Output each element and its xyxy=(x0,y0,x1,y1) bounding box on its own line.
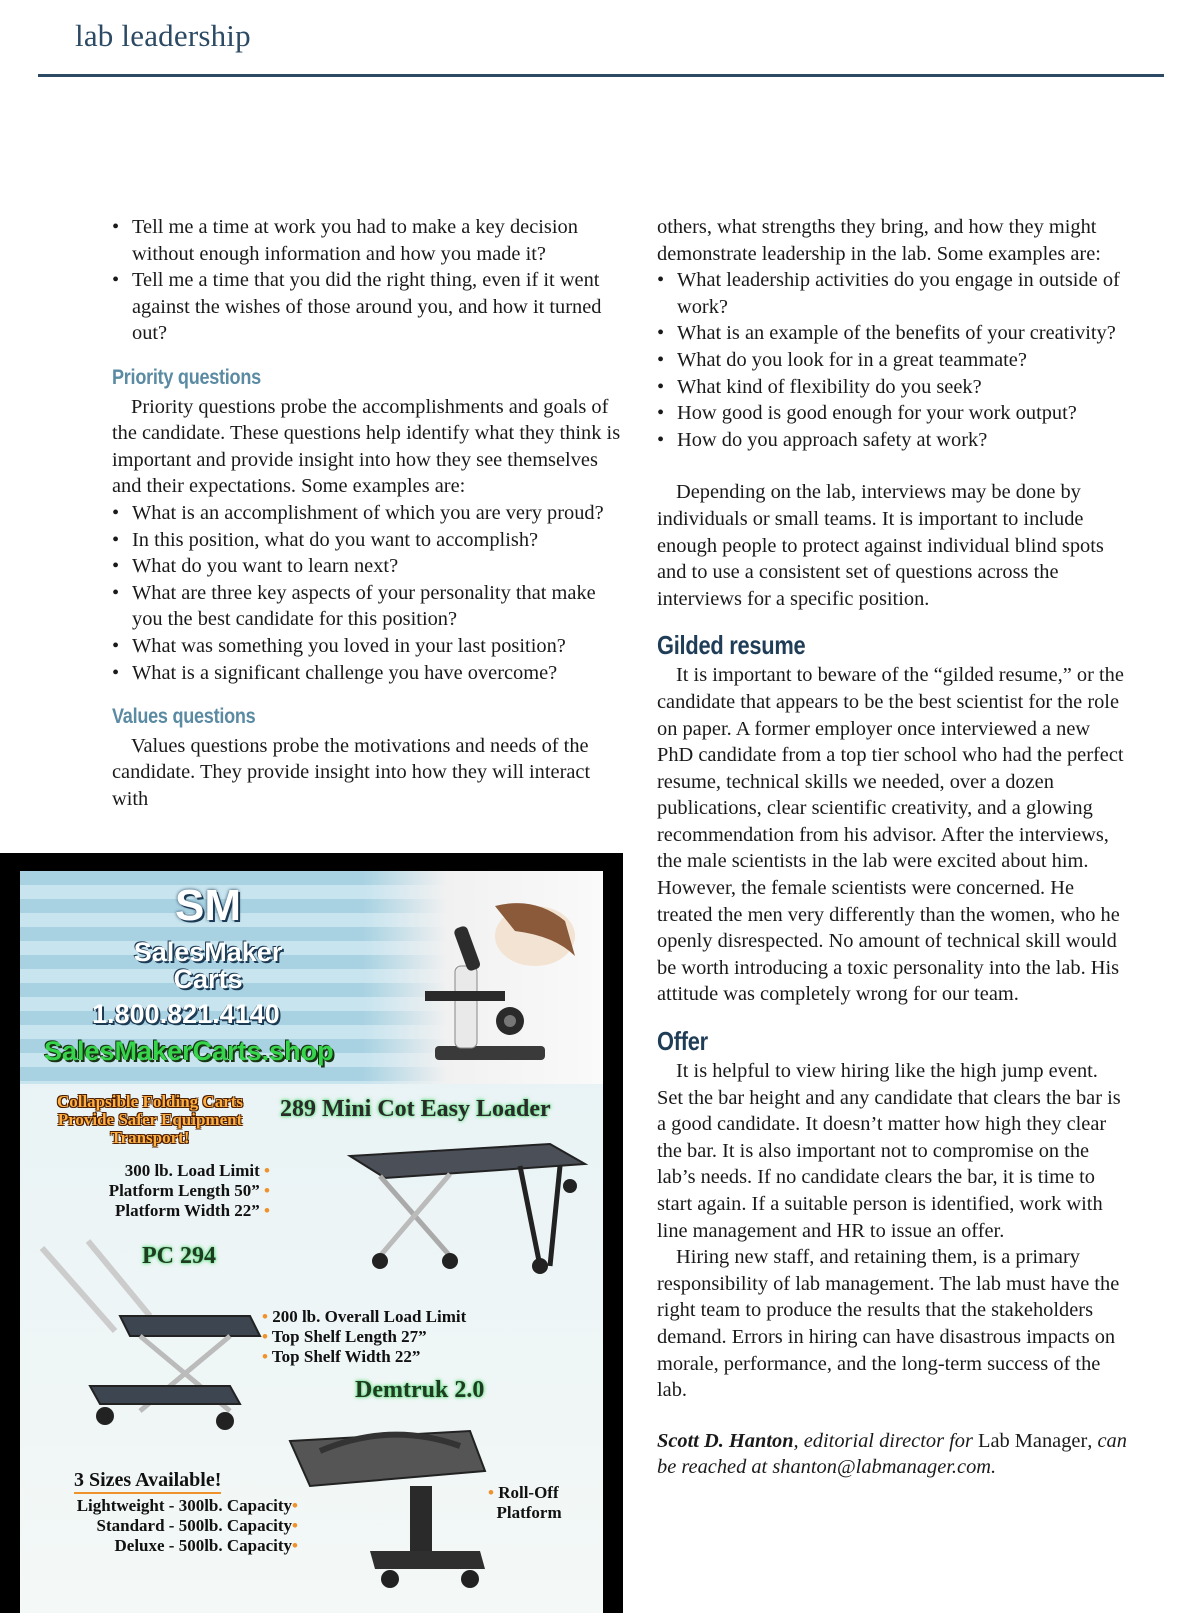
product-3-sizes xyxy=(30,1496,298,1556)
list-item: • What leadership activities do you engage in outside of work? xyxy=(657,267,1127,320)
spec-line: • 200 lb. Overall Load Limit xyxy=(262,1307,467,1326)
folding-cart-image xyxy=(30,1236,265,1431)
list-item: • What do you look for in a great teammate? xyxy=(657,347,1127,374)
brand-line-2: Carts xyxy=(173,964,243,994)
offer-paragraph-1: It is helpful to view hiring like the high jump event. Set the bar height and any candidate that clears the bar is a good candidate. It doesn’t matter how high they clear the bar. It is also important not to compromise on the lab’s needs. If no candidate clears the bar, it is time to start again. If a suitable person is identified, work with line management and HR to issue an offer. xyxy=(657,1060,1121,1242)
priority-bullet-list xyxy=(112,500,622,686)
list-item: • Tell me a time at work you had to make a key decision without enough information and how you made it? xyxy=(112,214,622,267)
ad-website-link[interactable]: SalesMakerCarts.shop xyxy=(44,1036,334,1066)
author-contact: , can be reached at shanton@labmanager.com. xyxy=(657,1429,1127,1479)
publication-name: Lab Manager xyxy=(978,1429,1088,1452)
feature-line: • Roll-Off xyxy=(488,1483,559,1502)
values-bullet-list xyxy=(657,267,1127,453)
list-item: • What are three key aspects of your personality that make you the best candidate for this position? xyxy=(112,580,622,633)
author-name: Scott D. Hanton xyxy=(657,1429,794,1452)
values-continuation: others, what strengths they bring, and how they might demonstrate leadership in the lab. Some examples are: xyxy=(657,216,1101,265)
priority-paragraph: Priority questions probe the accomplishments and goals of the candidate. These questions help identify what they think is important and provide insight into how they see themselves and their expectations. Some examples are: xyxy=(112,395,621,498)
promo-line: Collapsible Folding Carts xyxy=(56,1092,244,1111)
list-item: • In this position, what do you want to accomplish? xyxy=(112,527,622,554)
spec-line: Platform Width 22” • xyxy=(114,1201,270,1220)
priority-questions-heading: Priority questions xyxy=(112,365,261,389)
product-2-title: PC 294 xyxy=(142,1243,216,1269)
brand-logo-mark: SM xyxy=(175,881,241,930)
product-1-title: 289 Mini Cot Easy Loader xyxy=(280,1096,551,1122)
product-3-title: Demtruk 2.0 xyxy=(355,1377,485,1403)
header-rule xyxy=(38,74,1164,77)
feature-line: Platform xyxy=(496,1503,562,1522)
demtruk-image xyxy=(280,1411,490,1591)
left-column xyxy=(112,214,622,812)
sizes-available-title: 3 Sizes Available! xyxy=(74,1469,221,1494)
size-line: Lightweight - 300lb. Capacity• xyxy=(76,1496,298,1515)
interview-paragraph: Depending on the lab, interviews may be done by individuals or small teams. It is important to include enough people to protect against individual blind spots and to use a consistent set of questions across the interviews for a specific position. xyxy=(657,481,1104,610)
promo-line: Transport! xyxy=(110,1128,190,1147)
product-2-specs xyxy=(262,1307,466,1367)
list-item: • How do you approach safety at work? xyxy=(657,427,1127,454)
size-line: Standard - 500lb. Capacity• xyxy=(96,1516,298,1535)
list-item: • Tell me a time that you did the right thing, even if it went against the wishes of those around you, and how it turned out? xyxy=(112,267,622,347)
gilded-resume-heading: Gilded resume xyxy=(657,630,806,661)
product-1-specs xyxy=(70,1161,270,1221)
size-line: Deluxe - 500lb. Capacity• xyxy=(114,1536,298,1555)
brand-line-1: SalesMaker xyxy=(133,937,283,967)
product-3-feature xyxy=(488,1483,562,1523)
author-signature xyxy=(657,1428,1127,1481)
right-column xyxy=(657,214,1127,1481)
list-item: • What is a significant challenge you have overcome? xyxy=(112,660,622,687)
mini-cot-image xyxy=(340,1126,590,1276)
spec-line: Platform Length 50” • xyxy=(108,1181,270,1200)
offer-heading: Offer xyxy=(657,1026,708,1057)
brand-name xyxy=(98,939,318,993)
intro-bullet-list xyxy=(112,214,622,347)
list-item: • What is an accomplishment of which you are very proud? xyxy=(112,500,622,527)
promo-line: Provide Safer Equipment xyxy=(57,1110,243,1129)
list-item: • What is an example of the benefits of your creativity? xyxy=(657,320,1127,347)
ad-panel xyxy=(20,871,603,1613)
values-questions-heading: Values questions xyxy=(112,705,256,729)
gilded-resume-paragraph: It is important to beware of the “gilded resume,” or the candidate that appears to be the best scientist for the role on paper. A former employer once interviewed a new PhD candidate from a top tier school who had the perfect resume, technical skills we needed, over a dozen publications, clear scientific creativity, and a glowing recommendation from his advisor. After the interviews, the male scientists in the lab were excited about him. However, the female scientists were concerned. He treated the men very differently than the women, who he openly disrespected. No amount of technical skill would be worth introducing a toxic personality into the lab. His attitude was completely wrong for our team. xyxy=(657,664,1124,1006)
spec-line: • Top Shelf Width 22” xyxy=(262,1347,421,1366)
microscope-icon xyxy=(415,896,580,1066)
offer-paragraph-2: Hiring new staff, and retaining them, is a primary responsibility of lab management. The lab must have the right team to produce the results that the stakeholders demand. Errors in hiring can have disastrous impacts on morale, performance, and the long-term success of the lab. xyxy=(657,1246,1120,1402)
spec-line: • Top Shelf Length 27” xyxy=(262,1327,427,1346)
spec-line: 300 lb. Load Limit • xyxy=(124,1161,270,1180)
section-tag: lab leadership xyxy=(75,18,251,53)
ad-phone-number[interactable]: 1.800.821.4140 xyxy=(92,999,280,1029)
values-paragraph: Values questions probe the motivations and needs of the candidate. They provide insight into how they will interact with xyxy=(112,734,591,810)
list-item: • How good is good enough for your work output? xyxy=(657,400,1127,427)
list-item: • What kind of flexibility do you seek? xyxy=(657,374,1127,401)
list-item: • What was something you loved in your last position? xyxy=(112,633,622,660)
list-item: • What do you want to learn next? xyxy=(112,553,622,580)
author-role: , editorial director for xyxy=(793,1429,978,1452)
advertisement[interactable] xyxy=(0,853,623,1613)
ad-promo-text xyxy=(40,1093,260,1147)
